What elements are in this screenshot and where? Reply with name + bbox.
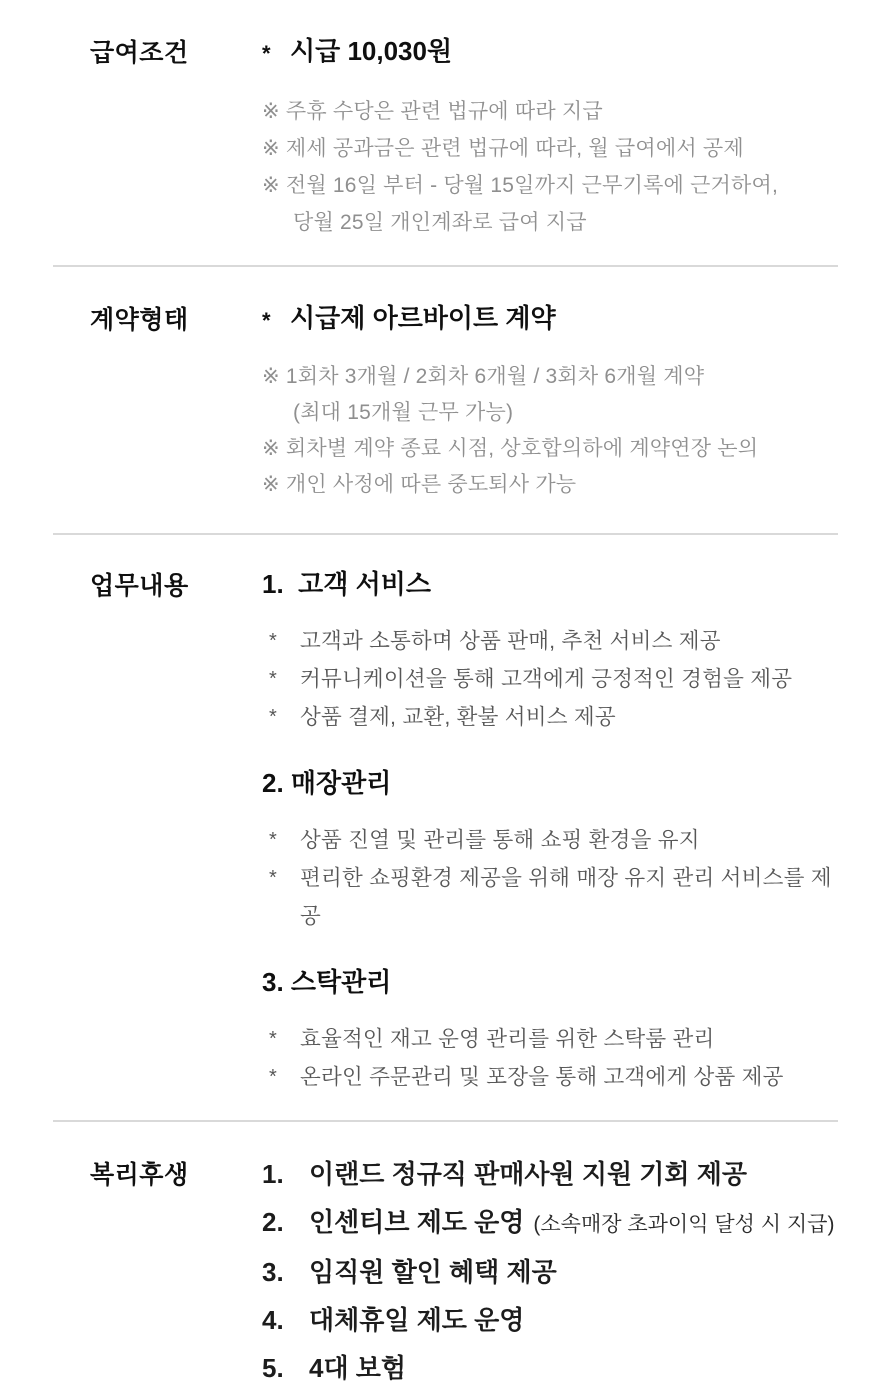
bullet-text: 온라인 주문관리 및 포장을 통해 고객에게 상품 제공 [300,1065,784,1089]
section-salary [0,0,879,241]
note-line: ※ 주휴 수당은 관련 법규에 따라 지급 [262,100,603,123]
benefit-number: 1. [262,1159,284,1189]
salary-headline [262,36,838,69]
bullet-text: 상품 결제, 교환, 환불 서비스 제공 [300,705,616,729]
note-line: ※ 전월 16일 부터 - 당월 15일까지 근무기록에 근거하여, [262,174,779,197]
contract-notes [262,359,838,503]
bullet-item [262,1058,838,1096]
asterisk-bullet: * [269,1028,277,1050]
salary-notes [262,93,838,241]
section-duties [0,535,879,1096]
salary-headline-text: 시급 10,030원 [290,36,453,66]
bullet-item [262,821,838,859]
section-salary-body [262,36,838,241]
asterisk-bullet: * [269,668,277,690]
bullet-text: 커뮤니케이션을 통해 고객에게 긍정적인 경험을 제공 [300,667,793,691]
note-line-continuation: 당월 25일 개인계좌로 급여 지급 [293,211,587,234]
benefit-item [262,1206,838,1241]
duty-bullets [262,821,838,935]
benefit-text: 대체휴일 제도 운영 [309,1305,525,1335]
asterisk-bullet: * [262,308,271,333]
benefit-item [262,1256,838,1289]
section-benefits-title: 복리후생 [90,1161,189,1189]
asterisk-bullet: * [269,706,277,728]
contract-headline-text: 시급제 아르바이트 계약 [290,303,556,333]
asterisk-bullet: * [269,829,277,851]
section-duties-title: 업무내용 [90,572,189,600]
note-line: ※ 개인 사정에 따른 중도퇴사 가능 [262,473,577,496]
bullet-item [262,1020,838,1058]
duty-group-heading: 1. 고객 서비스 [262,569,431,599]
bullet-item [262,859,838,935]
duty-bullets [262,622,838,736]
note-line: ※ 1회차 3개월 / 2회차 6개월 / 3회차 6개월 계약 [262,365,705,388]
benefit-text: 4대 보험 [309,1353,407,1383]
asterisk-bullet: * [262,41,271,66]
section-benefits-body [262,1158,838,1400]
bullet-text: 효율적인 재고 운영 관리를 위한 스탁룸 관리 [300,1027,715,1051]
section-duties-body [262,569,838,1096]
bullet-text: 편리한 쇼핑환경 제공을 위해 매장 유지 관리 서비스를 제공 [300,866,832,928]
bullet-text: 고객과 소통하며 상품 판매, 추천 서비스 제공 [300,629,721,653]
asterisk-bullet: * [269,1066,277,1088]
benefit-note: (소속매장 초과이익 달성 시 지급) [533,1213,835,1236]
section-benefits [0,1122,879,1400]
duty-group-heading: 2. 매장관리 [262,768,392,798]
duty-group-store-management [262,768,838,935]
section-contract-body [262,303,838,503]
bullet-text: 상품 진열 및 관리를 통해 쇼핑 환경을 유지 [300,828,700,852]
benefit-text: 인센티브 제도 운영 [309,1207,525,1237]
duty-group-heading: 3. 스탁관리 [262,967,392,997]
duty-group-stock-management [262,967,838,1096]
section-contract [0,267,879,503]
benefit-number: 5. [262,1353,284,1383]
benefit-text: 이랜드 정규직 판매사원 지원 기회 제공 [309,1159,747,1189]
benefit-item [262,1304,838,1337]
benefit-number: 2. [262,1207,284,1237]
note-line-continuation: (최대 15개월 근무 가능) [293,401,514,424]
asterisk-bullet: * [269,630,277,652]
duty-bullets [262,1020,838,1096]
bullet-item [262,622,838,660]
benefit-number: 4. [262,1305,284,1335]
benefit-number: 3. [262,1257,284,1287]
section-contract-title: 계약형태 [90,306,189,334]
duty-group-customer-service [262,569,838,736]
bullet-item [262,660,838,698]
asterisk-bullet: * [269,867,277,889]
benefit-item [262,1352,838,1385]
benefit-text: 임직원 할인 혜택 제공 [309,1257,557,1287]
section-salary-title: 급여조건 [90,39,189,67]
benefit-item [262,1158,838,1191]
note-line: ※ 회차별 계약 종료 시점, 상호합의하에 계약연장 논의 [262,437,759,460]
bullet-item [262,698,838,736]
contract-headline [262,303,838,336]
note-line: ※ 제세 공과금은 관련 법규에 따라, 월 급여에서 공제 [262,137,744,160]
